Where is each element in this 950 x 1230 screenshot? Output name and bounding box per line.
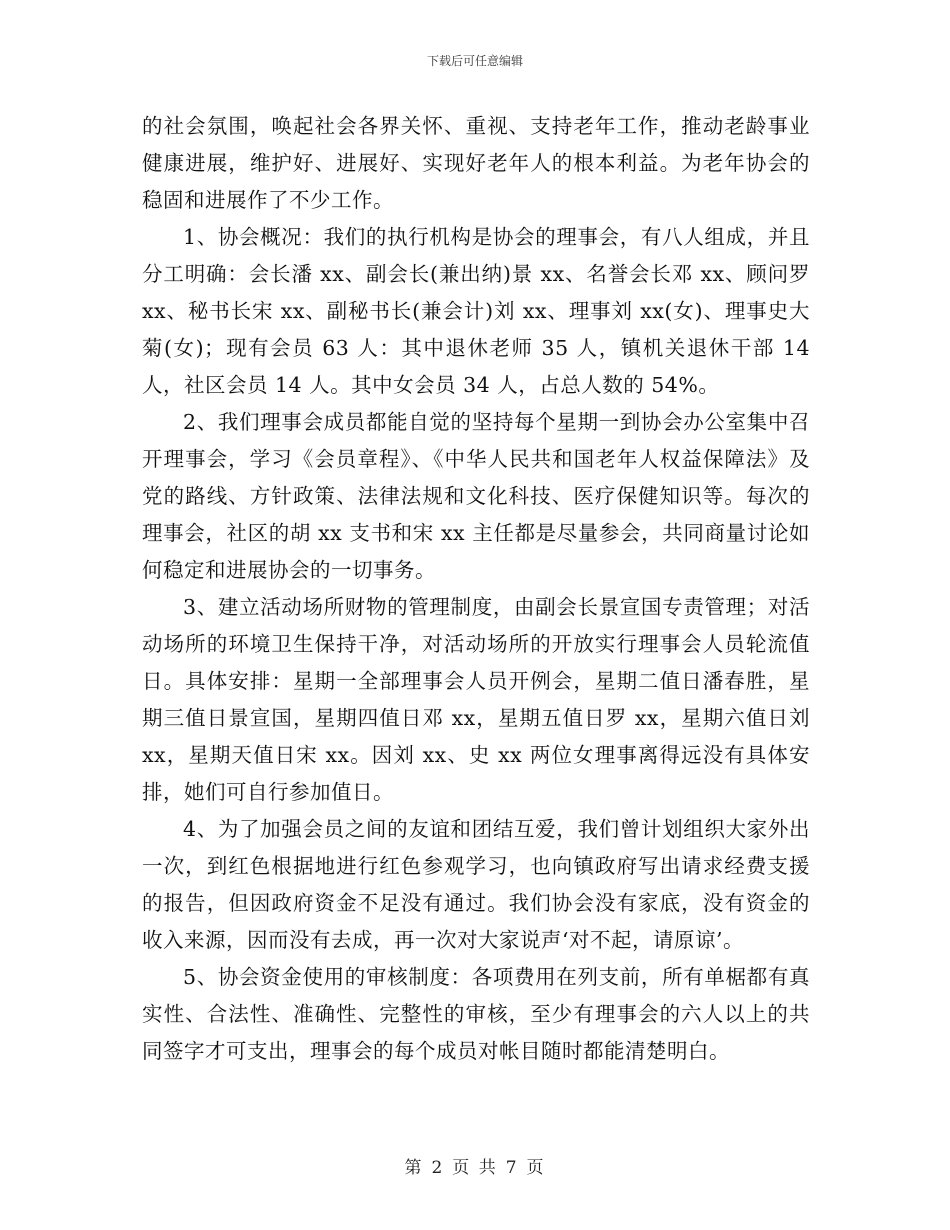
page-middle: 页 共 (452, 1158, 498, 1178)
page-header: 下载后可任意编辑 (426, 54, 523, 68)
paragraph-association-overview: 1、协会概况：我们的执行机构是协会的理事会，有八人组成，并且分工明确：会长潘 xx、副会长(兼出纳)景 xx、名誉会长邓 xx、顾问罗 xx、秘书长宋 xx、副秘书长(兼会计)刘 xx、理事刘 xx(女)、理事史大菊(女)；现有会员 63 人：其中退休老师 35 人，镇机关退休干部 14 人，社区会员 14 人。其中女会员 34 人，占总人数的 54%。 (142, 225, 810, 397)
page-footer (0, 1153, 950, 1178)
paragraph-member-outing: 4、为了加强会员之间的友谊和团结互爱，我们曾计划组织大家外出一次，到红色根据地进行红色参观学习，也向镇政府写出请求经费支援的报告，但因政府资金不足没有通过。我们协会没有家底，没有资金的收入来源，因而没有去成，再一次对大家说声‘对不起，请原谅’。 (142, 817, 810, 952)
document-body (142, 108, 810, 1070)
page-suffix: 页 (526, 1158, 546, 1178)
paragraph-venue-management: 3、建立活动场所财物的管理制度，由副会长景宣国专责管理；对活动场所的环境卫生保持干净，对活动场所的开放实行理事会人员轮流值日。具体安排：星期一全部理事会人员开例会，星期二值日潘春胜，星期三值日景宣国，星期四值日邓 xx，星期五值日罗 xx，星期六值日刘 xx，星期天值日宋 xx。因刘 xx、史 xx 两位女理事离得远没有具体安排，她们可自行参加值日。 (142, 595, 810, 804)
paragraph-fund-audit: 5、协会资金使用的审核制度：各项费用在列支前，所有单椐都有真实性、合法性、准确性、完整性的审核，至少有理事会的六人以上的共同签字才可支出，理事会的每个成员对帐目随时都能清楚明白。 (142, 965, 810, 1063)
paragraph-council-meetings: 2、我们理事会成员都能自觉的坚持每个星期一到协会办公室集中召开理事会，学习《会员章程》、《中华人民共和国老年人权益保障法》及党的路线、方针政策、法律法规和文化科技、医疗保健知识等。每次的理事会，社区的胡 xx 支书和宋 xx 主任都是尽量参会，共同商量讨论如何稳定和进展协会的一切事务。 (142, 410, 810, 582)
page-number: 2 (431, 1158, 445, 1178)
page-total: 7 (505, 1158, 519, 1178)
paragraph-intro-continuation: 的社会氛围，唤起社会各界关怀、重视、支持老年工作，推动老龄事业健康进展，维护好、进展好、实现好老年人的根本利益。为老年协会的稳固和进展作了不少工作。 (142, 114, 810, 212)
page-prefix: 第 (404, 1158, 424, 1178)
